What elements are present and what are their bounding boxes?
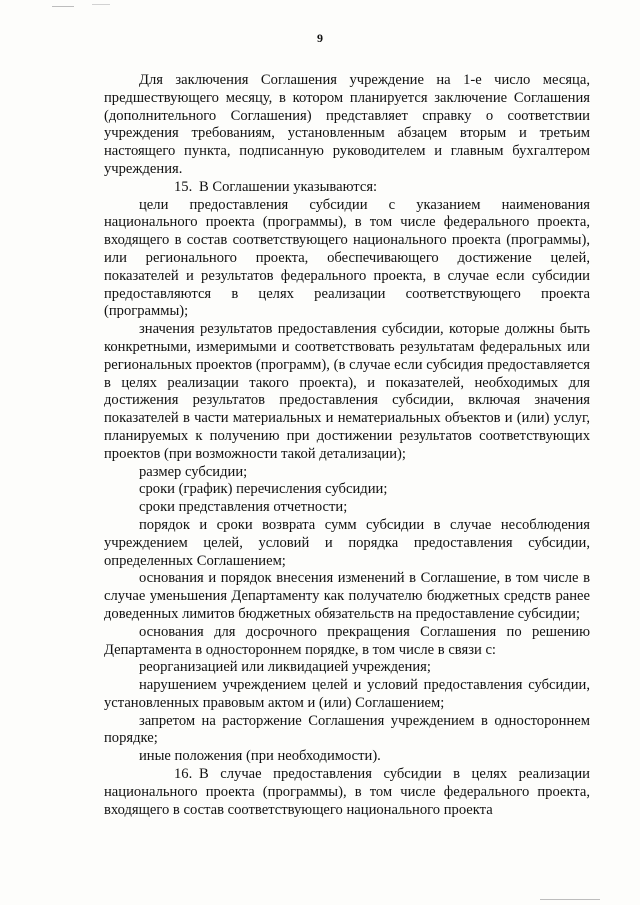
paragraph-violation: нарушением учреждением целей и условий предоставления субсидии, установленных правовым актом и (или) Соглашением;: [104, 677, 590, 711]
scan-artifact: [52, 6, 74, 7]
scan-artifact: [92, 4, 110, 5]
paragraph-goals: цели предоставления субсидии с указанием наименования национального проекта (программы), в том числе федерального проекта, входящего в состав соответствующего национального проекта (программы), или регионального проекта, обеспечивающего достижение целей, показателей и результатов федерального проекта, в случае если субсидии предоставляются в целях реализации соответствующего проекта (программы);: [104, 196, 590, 320]
clause-15: [104, 179, 590, 197]
paragraph-submission: Для заключения Соглашения учреждение на 1-е число месяца, предшествующего месяцу, в котором планируется заключение Соглашения (дополнительного Соглашения) представляет справку о соответствии учреждения требованиям, установленным абзацем вторым и третьим настоящего пункта, подписанную руководителем и главным бухгалтером учреждения.: [104, 72, 590, 177]
paragraph-prohibition: запретом на расторжение Соглашения учреждением в одностороннем порядке;: [104, 712, 590, 747]
paragraph-amount: размер субсидии;: [139, 463, 248, 480]
paragraph-termination: основания для досрочного прекращения Соглашения по решению Департамента в одностороннем порядке, в том числе в связи с:: [104, 623, 590, 658]
paragraph-results: значения результатов предоставления субсидии, которые должны быть конкретными, измеримыми и соответствовать результатам федеральных или региональных проектов (программ), (в случае если субсидия предоставляется в целях реализации такого проекта), и показателей, необходимых для достижения результатов предоставления субсидии, включая значения показателей в части материальных и нематериальных объектов и (или) услуг, планируемых к получению при достижении результатов соответствующих проектов (при возможности такой детализации);: [104, 321, 590, 462]
document-body: [104, 72, 590, 819]
page-number: 9: [317, 31, 323, 45]
clause-number: 15.: [174, 178, 193, 195]
scan-artifact: [540, 899, 600, 900]
paragraph-reporting: сроки представления отчетности;: [139, 499, 348, 516]
paragraph-other: иные положения (при необходимости).: [139, 748, 381, 765]
clause-text: В случае предоставления субсидии в целях реализации национального проекта (программы), в том числе федерального проекта, входящего в состав соответствующего национального проекта: [104, 766, 590, 818]
paragraph-refund: порядок и сроки возврата сумм субсидии в случае несоблюдения учреждением целей, условий и порядка предоставления субсидии, определенных Соглашением;: [104, 516, 590, 569]
paragraph-reorganization: реорганизацией или ликвидацией учреждения;: [139, 659, 431, 676]
clause-text: В Соглашении указываются:: [199, 178, 378, 195]
paragraph-schedule: сроки (график) перечисления субсидии;: [139, 481, 388, 498]
clause-16: [104, 766, 590, 819]
clause-number: 16.: [174, 766, 193, 783]
paragraph-amendments: основания и порядок внесения изменений в Соглашение, в том числе в случае уменьшения Департаменту как получателю бюджетных средств ранее доведенных лимитов бюджетных обязательств на предоставление субсидии;: [104, 570, 590, 622]
